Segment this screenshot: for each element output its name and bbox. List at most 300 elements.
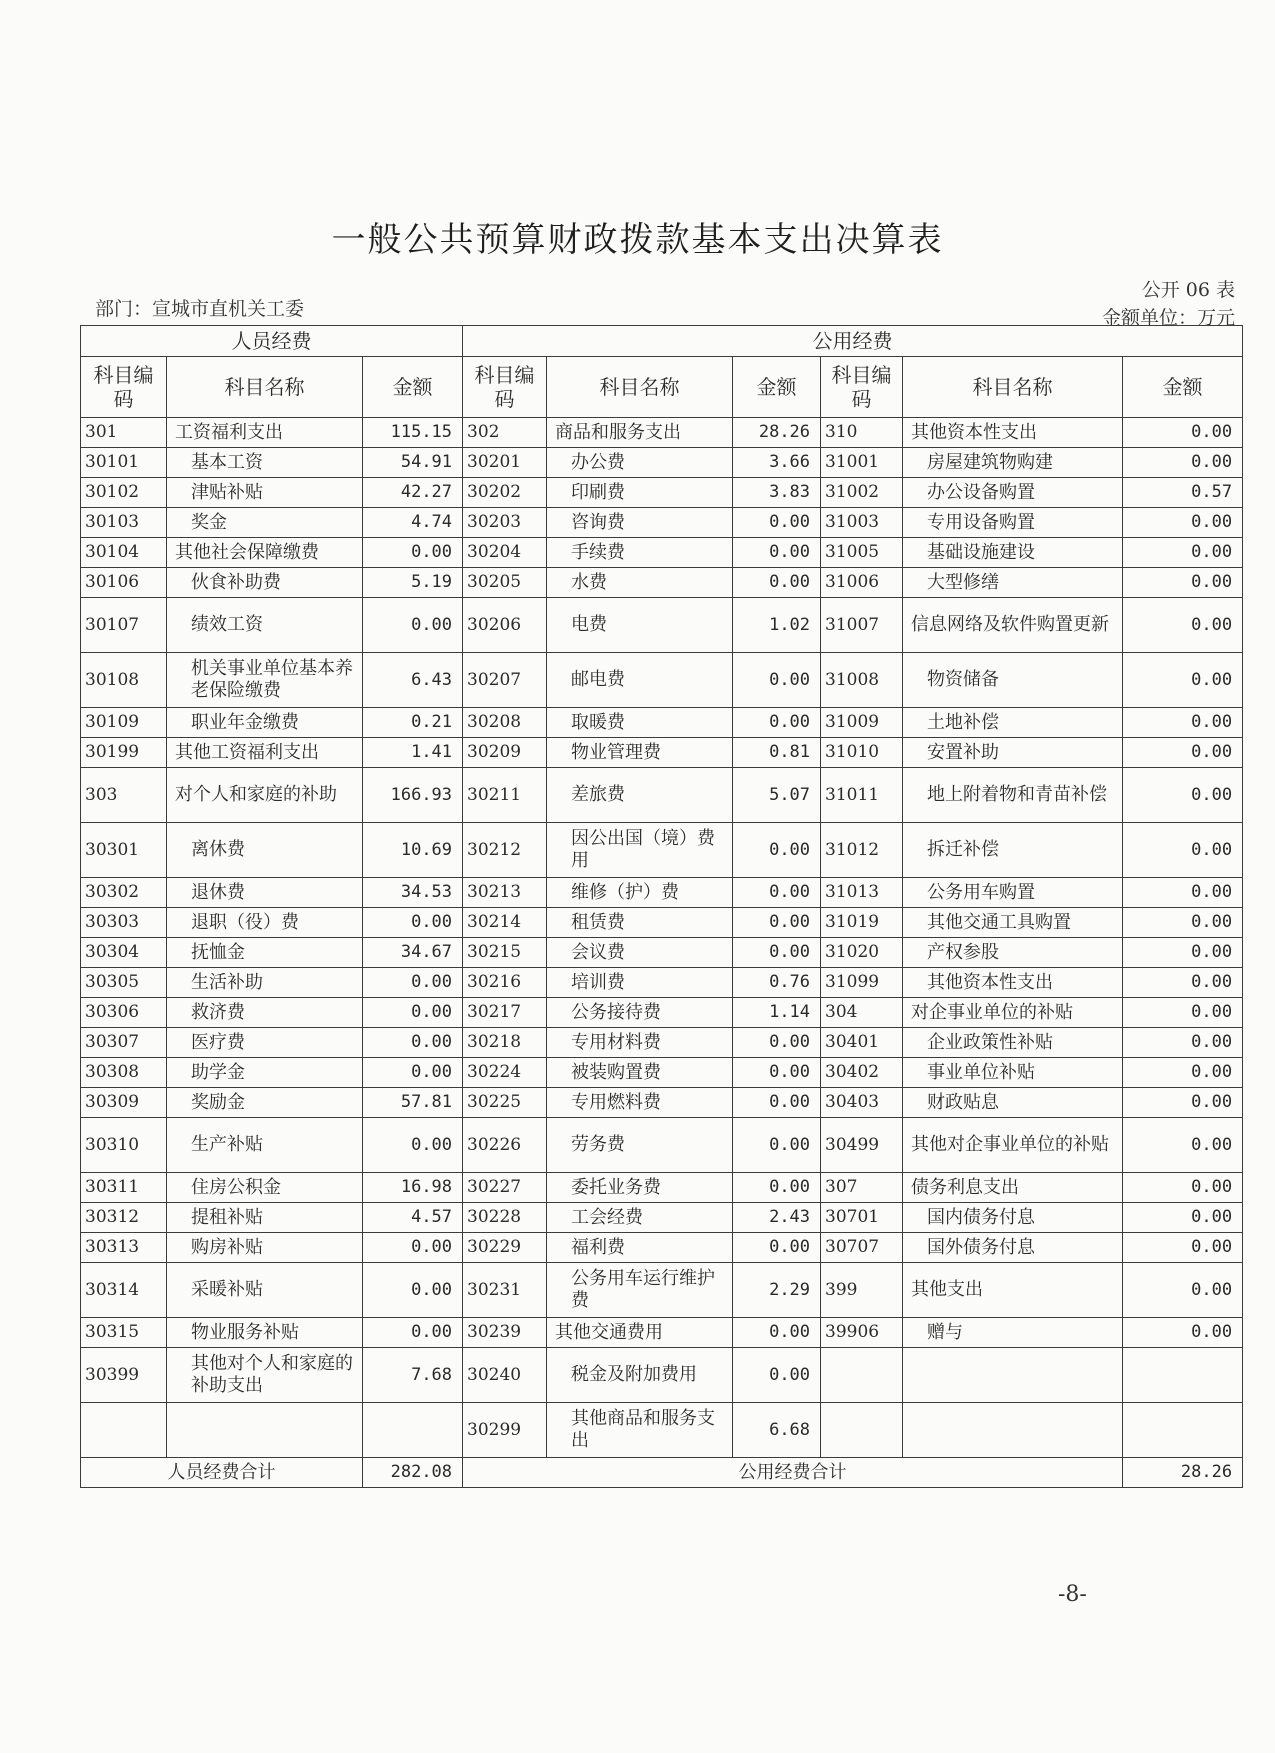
capital-code-cell: 307 (821, 1173, 903, 1203)
capital-code-cell: 31011 (821, 768, 903, 823)
table-row (81, 653, 1243, 708)
public-code-cell: 30208 (463, 708, 547, 738)
personnel-amount-cell: 115.15 (363, 418, 463, 448)
personnel-amount-cell: 10.69 (363, 823, 463, 878)
table-row (81, 708, 1243, 738)
public-amount-cell: 0.76 (733, 968, 821, 998)
personnel-total-label: 人员经费合计 (81, 1458, 363, 1488)
personnel-amount-cell: 0.21 (363, 708, 463, 738)
personnel-code-cell: 30106 (81, 568, 167, 598)
public-code-cell: 30212 (463, 823, 547, 878)
amount-unit-label: 金额单位：万元 (1101, 307, 1235, 329)
personnel-name-cell: 其他工资福利支出 (167, 738, 363, 768)
capital-code-cell: 30401 (821, 1028, 903, 1058)
capital-name-cell: 公务用车购置 (903, 878, 1123, 908)
public-code-cell: 30224 (463, 1058, 547, 1088)
personnel-name-cell: 其他社会保障缴费 (167, 538, 363, 568)
capital-code-cell: 31010 (821, 738, 903, 768)
public-code-cell: 30240 (463, 1348, 547, 1403)
capital-code-cell: 31008 (821, 653, 903, 708)
personnel-code-cell: 30107 (81, 598, 167, 653)
capital-name-cell: 产权参股 (903, 938, 1123, 968)
capital-amount-cell (1123, 1348, 1243, 1403)
public-code-cell: 30202 (463, 478, 547, 508)
personnel-amount-cell: 6.43 (363, 653, 463, 708)
personnel-name-cell: 津贴补贴 (167, 478, 363, 508)
personnel-code-cell: 30315 (81, 1318, 167, 1348)
table-row (81, 478, 1243, 508)
table-row (81, 768, 1243, 823)
personnel-amount-cell: 34.53 (363, 878, 463, 908)
public-code-cell: 30231 (463, 1263, 547, 1318)
personnel-code-cell: 30101 (81, 448, 167, 478)
capital-amount-cell: 0.00 (1123, 823, 1243, 878)
capital-name-cell: 其他资本性支出 (903, 968, 1123, 998)
capital-name-cell: 房屋建筑物购建 (903, 448, 1123, 478)
public-code-cell: 30209 (463, 738, 547, 768)
table-row (81, 1173, 1243, 1203)
public-amount-cell: 0.00 (733, 538, 821, 568)
code-header: 科目编码 (463, 357, 547, 418)
personnel-name-cell: 生活补助 (167, 968, 363, 998)
personnel-amount-cell: 0.00 (363, 968, 463, 998)
public-amount-cell: 0.00 (733, 1173, 821, 1203)
personnel-amount-cell: 0.00 (363, 598, 463, 653)
personnel-code-cell: 30314 (81, 1263, 167, 1318)
table-row (81, 1263, 1243, 1318)
personnel-code-cell: 30306 (81, 998, 167, 1028)
public-code-cell: 30299 (463, 1403, 547, 1458)
personnel-code-cell: 30304 (81, 938, 167, 968)
public-total-label: 公用经费合计 (463, 1458, 1123, 1488)
capital-name-cell: 其他支出 (903, 1263, 1123, 1318)
capital-code-cell: 31099 (821, 968, 903, 998)
personnel-code-cell: 30302 (81, 878, 167, 908)
public-amount-cell: 0.00 (733, 1118, 821, 1173)
capital-name-cell: 国内债务付息 (903, 1203, 1123, 1233)
personnel-code-cell: 30199 (81, 738, 167, 768)
public-amount-cell: 0.00 (733, 568, 821, 598)
public-name-cell: 劳务费 (547, 1118, 733, 1173)
personnel-code-cell: 30102 (81, 478, 167, 508)
public-code-cell: 30216 (463, 968, 547, 998)
personnel-code-cell: 30313 (81, 1233, 167, 1263)
page-number: -8- (1058, 1582, 1087, 1607)
public-expense-group-header: 公用经费 (463, 326, 1243, 357)
personnel-code-cell (81, 1403, 167, 1458)
capital-amount-cell: 0.00 (1123, 1118, 1243, 1173)
personnel-name-cell: 提租补贴 (167, 1203, 363, 1233)
public-code-cell: 30226 (463, 1118, 547, 1173)
personnel-amount-cell: 0.00 (363, 1058, 463, 1088)
form-number: 公开 06 表 (1141, 279, 1235, 301)
page-title: 一般公共预算财政拨款基本支出决算表 (331, 220, 944, 260)
public-total-value: 28.26 (1123, 1458, 1243, 1488)
personnel-amount-cell: 0.00 (363, 908, 463, 938)
table-row (81, 908, 1243, 938)
table-row (81, 508, 1243, 538)
personnel-amount-cell: 42.27 (363, 478, 463, 508)
amount-header: 金额 (1123, 357, 1243, 418)
amount-header: 金额 (733, 357, 821, 418)
table-row (81, 998, 1243, 1028)
table-row (81, 938, 1243, 968)
personnel-name-cell: 对个人和家庭的补助 (167, 768, 363, 823)
public-name-cell: 公务用车运行维护费 (547, 1263, 733, 1318)
public-amount-cell: 2.43 (733, 1203, 821, 1233)
capital-name-cell: 企业政策性补贴 (903, 1028, 1123, 1058)
public-code-cell: 30229 (463, 1233, 547, 1263)
personnel-name-cell: 绩效工资 (167, 598, 363, 653)
capital-code-cell: 304 (821, 998, 903, 1028)
capital-name-cell: 事业单位补贴 (903, 1058, 1123, 1088)
personnel-name-cell: 物业服务补贴 (167, 1318, 363, 1348)
personnel-name-cell: 抚恤金 (167, 938, 363, 968)
capital-code-cell: 30707 (821, 1233, 903, 1263)
personnel-amount-cell: 0.00 (363, 1318, 463, 1348)
personnel-name-cell: 住房公积金 (167, 1173, 363, 1203)
personnel-name-cell: 机关事业单位基本养老保险缴费 (167, 653, 363, 708)
table-row (81, 738, 1243, 768)
personnel-name-cell: 奖励金 (167, 1088, 363, 1118)
table-row (81, 1318, 1243, 1348)
personnel-amount-cell: 0.00 (363, 998, 463, 1028)
capital-amount-cell: 0.00 (1123, 1318, 1243, 1348)
personnel-amount-cell: 4.57 (363, 1203, 463, 1233)
capital-name-cell: 赠与 (903, 1318, 1123, 1348)
public-name-cell: 咨询费 (547, 508, 733, 538)
public-amount-cell: 0.00 (733, 823, 821, 878)
capital-amount-cell: 0.00 (1123, 538, 1243, 568)
table-row (81, 418, 1243, 448)
personnel-amount-cell: 4.74 (363, 508, 463, 538)
table-row (81, 448, 1243, 478)
capital-code-cell: 31019 (821, 908, 903, 938)
public-code-cell: 30207 (463, 653, 547, 708)
public-code-cell: 30204 (463, 538, 547, 568)
public-amount-cell: 0.00 (733, 908, 821, 938)
public-amount-cell: 5.07 (733, 768, 821, 823)
personnel-code-cell: 30301 (81, 823, 167, 878)
capital-amount-cell: 0.57 (1123, 478, 1243, 508)
personnel-code-cell: 30309 (81, 1088, 167, 1118)
public-name-cell: 被装购置费 (547, 1058, 733, 1088)
personnel-name-cell: 医疗费 (167, 1028, 363, 1058)
public-name-cell: 税金及附加费用 (547, 1348, 733, 1403)
table-row (81, 1403, 1243, 1458)
capital-code-cell: 31001 (821, 448, 903, 478)
capital-amount-cell: 0.00 (1123, 418, 1243, 448)
public-amount-cell: 3.66 (733, 448, 821, 478)
personnel-name-cell: 救济费 (167, 998, 363, 1028)
public-code-cell: 30211 (463, 768, 547, 823)
public-code-cell: 30239 (463, 1318, 547, 1348)
personnel-amount-cell: 16.98 (363, 1173, 463, 1203)
capital-code-cell: 31003 (821, 508, 903, 538)
personnel-name-cell: 采暖补贴 (167, 1263, 363, 1318)
public-amount-cell: 6.68 (733, 1403, 821, 1458)
personnel-amount-cell: 1.41 (363, 738, 463, 768)
personnel-total-value: 282.08 (363, 1458, 463, 1488)
capital-name-cell: 拆迁补偿 (903, 823, 1123, 878)
personnel-code-cell: 303 (81, 768, 167, 823)
public-code-cell: 30203 (463, 508, 547, 538)
personnel-code-cell: 30109 (81, 708, 167, 738)
capital-name-cell: 大型修缮 (903, 568, 1123, 598)
personnel-amount-cell: 0.00 (363, 538, 463, 568)
public-name-cell: 其他交通费用 (547, 1318, 733, 1348)
public-name-cell: 福利费 (547, 1233, 733, 1263)
personnel-code-cell: 30310 (81, 1118, 167, 1173)
capital-amount-cell: 0.00 (1123, 968, 1243, 998)
public-amount-cell: 0.00 (733, 1348, 821, 1403)
public-code-cell: 30206 (463, 598, 547, 653)
public-name-cell: 会议费 (547, 938, 733, 968)
public-amount-cell: 3.83 (733, 478, 821, 508)
personnel-code-cell: 30312 (81, 1203, 167, 1233)
public-amount-cell: 0.00 (733, 653, 821, 708)
capital-name-cell: 其他交通工具购置 (903, 908, 1123, 938)
public-amount-cell: 1.14 (733, 998, 821, 1028)
personnel-amount-cell: 0.00 (363, 1118, 463, 1173)
personnel-amount-cell: 54.91 (363, 448, 463, 478)
personnel-code-cell: 30308 (81, 1058, 167, 1088)
public-name-cell: 手续费 (547, 538, 733, 568)
capital-name-cell: 专用设备购置 (903, 508, 1123, 538)
public-code-cell: 30201 (463, 448, 547, 478)
personnel-amount-cell: 0.00 (363, 1028, 463, 1058)
capital-amount-cell: 0.00 (1123, 1173, 1243, 1203)
personnel-amount-cell: 0.00 (363, 1263, 463, 1318)
capital-name-cell: 财政贴息 (903, 1088, 1123, 1118)
table-row (81, 1348, 1243, 1403)
capital-code-cell: 30403 (821, 1088, 903, 1118)
name-header: 科目名称 (547, 357, 733, 418)
public-code-cell: 30215 (463, 938, 547, 968)
public-amount-cell: 0.00 (733, 708, 821, 738)
public-name-cell: 邮电费 (547, 653, 733, 708)
capital-code-cell: 30402 (821, 1058, 903, 1088)
capital-amount-cell: 0.00 (1123, 598, 1243, 653)
public-amount-cell: 2.29 (733, 1263, 821, 1318)
personnel-amount-cell: 5.19 (363, 568, 463, 598)
table-row (81, 1058, 1243, 1088)
capital-amount-cell: 0.00 (1123, 1233, 1243, 1263)
capital-amount-cell: 0.00 (1123, 1088, 1243, 1118)
personnel-amount-cell: 166.93 (363, 768, 463, 823)
capital-amount-cell: 0.00 (1123, 768, 1243, 823)
name-header: 科目名称 (167, 357, 363, 418)
capital-code-cell: 31002 (821, 478, 903, 508)
capital-name-cell: 债务利息支出 (903, 1173, 1123, 1203)
table-row (81, 823, 1243, 878)
personnel-name-cell: 其他对个人和家庭的补助支出 (167, 1348, 363, 1403)
personnel-name-cell: 退职（役）费 (167, 908, 363, 938)
personnel-name-cell: 生产补贴 (167, 1118, 363, 1173)
personnel-name-cell: 退休费 (167, 878, 363, 908)
capital-name-cell: 办公设备购置 (903, 478, 1123, 508)
personnel-expense-group-header: 人员经费 (81, 326, 463, 357)
public-code-cell: 302 (463, 418, 547, 448)
personnel-name-cell (167, 1403, 363, 1458)
public-name-cell: 商品和服务支出 (547, 418, 733, 448)
public-amount-cell: 28.26 (733, 418, 821, 448)
capital-code-cell: 31009 (821, 708, 903, 738)
personnel-name-cell: 伙食补助费 (167, 568, 363, 598)
capital-name-cell: 其他资本性支出 (903, 418, 1123, 448)
personnel-name-cell: 工资福利支出 (167, 418, 363, 448)
personnel-name-cell: 奖金 (167, 508, 363, 538)
capital-amount-cell: 0.00 (1123, 1263, 1243, 1318)
code-header: 科目编码 (821, 357, 903, 418)
capital-name-cell: 物资储备 (903, 653, 1123, 708)
personnel-code-cell: 30108 (81, 653, 167, 708)
table-row (81, 1088, 1243, 1118)
capital-amount-cell: 0.00 (1123, 998, 1243, 1028)
capital-name-cell: 其他对企事业单位的补贴 (903, 1118, 1123, 1173)
personnel-code-cell: 30305 (81, 968, 167, 998)
personnel-name-cell: 基本工资 (167, 448, 363, 478)
public-amount-cell: 0.00 (733, 1028, 821, 1058)
public-name-cell: 公务接待费 (547, 998, 733, 1028)
public-name-cell: 印刷费 (547, 478, 733, 508)
public-name-cell: 差旅费 (547, 768, 733, 823)
personnel-amount-cell: 0.00 (363, 1233, 463, 1263)
personnel-code-cell: 30399 (81, 1348, 167, 1403)
personnel-code-cell: 30311 (81, 1173, 167, 1203)
capital-code-cell: 31013 (821, 878, 903, 908)
capital-name-cell: 对企事业单位的补贴 (903, 998, 1123, 1028)
public-code-cell: 30213 (463, 878, 547, 908)
table-row (81, 878, 1243, 908)
capital-amount-cell: 0.00 (1123, 878, 1243, 908)
public-name-cell: 物业管理费 (547, 738, 733, 768)
public-name-cell: 电费 (547, 598, 733, 653)
public-name-cell: 取暖费 (547, 708, 733, 738)
public-name-cell: 委托业务费 (547, 1173, 733, 1203)
capital-amount-cell: 0.00 (1123, 568, 1243, 598)
capital-code-cell (821, 1403, 903, 1458)
capital-name-cell: 安置补助 (903, 738, 1123, 768)
table-row (81, 968, 1243, 998)
capital-code-cell (821, 1348, 903, 1403)
capital-amount-cell: 0.00 (1123, 708, 1243, 738)
public-code-cell: 30205 (463, 568, 547, 598)
capital-name-cell: 基础设施建设 (903, 538, 1123, 568)
table-row (81, 1203, 1243, 1233)
capital-amount-cell: 0.00 (1123, 508, 1243, 538)
public-code-cell: 30225 (463, 1088, 547, 1118)
personnel-amount-cell: 57.81 (363, 1088, 463, 1118)
personnel-code-cell: 30104 (81, 538, 167, 568)
capital-name-cell (903, 1403, 1123, 1458)
personnel-amount-cell (363, 1403, 463, 1458)
capital-code-cell: 31005 (821, 538, 903, 568)
personnel-amount-cell: 7.68 (363, 1348, 463, 1403)
public-code-cell: 30228 (463, 1203, 547, 1233)
public-name-cell: 因公出国（境）费用 (547, 823, 733, 878)
capital-code-cell: 31012 (821, 823, 903, 878)
capital-name-cell: 地上附着物和青苗补偿 (903, 768, 1123, 823)
capital-amount-cell (1123, 1403, 1243, 1458)
personnel-code-cell: 30307 (81, 1028, 167, 1058)
name-header: 科目名称 (903, 357, 1123, 418)
personnel-amount-cell: 34.67 (363, 938, 463, 968)
table-row (81, 1233, 1243, 1263)
capital-amount-cell: 0.00 (1123, 1203, 1243, 1233)
amount-header: 金额 (363, 357, 463, 418)
capital-code-cell: 30499 (821, 1118, 903, 1173)
public-amount-cell: 0.00 (733, 1088, 821, 1118)
public-code-cell: 30214 (463, 908, 547, 938)
public-name-cell: 专用燃料费 (547, 1088, 733, 1118)
public-amount-cell: 1.02 (733, 598, 821, 653)
personnel-code-cell: 30103 (81, 508, 167, 538)
public-code-cell: 30227 (463, 1173, 547, 1203)
expenditure-table (80, 325, 1243, 1488)
capital-name-cell: 土地补偿 (903, 708, 1123, 738)
personnel-code-cell: 301 (81, 418, 167, 448)
public-amount-cell: 0.00 (733, 1318, 821, 1348)
public-name-cell: 水费 (547, 568, 733, 598)
capital-name-cell: 国外债务付息 (903, 1233, 1123, 1263)
personnel-name-cell: 助学金 (167, 1058, 363, 1088)
public-amount-cell: 0.00 (733, 878, 821, 908)
capital-code-cell: 31006 (821, 568, 903, 598)
capital-code-cell: 30701 (821, 1203, 903, 1233)
capital-amount-cell: 0.00 (1123, 908, 1243, 938)
public-amount-cell: 0.00 (733, 1233, 821, 1263)
public-amount-cell: 0.00 (733, 1058, 821, 1088)
personnel-name-cell: 离休费 (167, 823, 363, 878)
public-amount-cell: 0.00 (733, 508, 821, 538)
public-name-cell: 办公费 (547, 448, 733, 478)
table-row (81, 538, 1243, 568)
personnel-code-cell: 30303 (81, 908, 167, 938)
capital-amount-cell: 0.00 (1123, 653, 1243, 708)
public-code-cell: 30218 (463, 1028, 547, 1058)
capital-code-cell: 310 (821, 418, 903, 448)
capital-amount-cell: 0.00 (1123, 448, 1243, 478)
public-name-cell: 维修（护）费 (547, 878, 733, 908)
public-code-cell: 30217 (463, 998, 547, 1028)
capital-code-cell: 31020 (821, 938, 903, 968)
capital-amount-cell: 0.00 (1123, 738, 1243, 768)
public-name-cell: 专用材料费 (547, 1028, 733, 1058)
table-row (81, 1028, 1243, 1058)
capital-amount-cell: 0.00 (1123, 938, 1243, 968)
public-name-cell: 其他商品和服务支出 (547, 1403, 733, 1458)
personnel-name-cell: 职业年金缴费 (167, 708, 363, 738)
capital-amount-cell: 0.00 (1123, 1028, 1243, 1058)
capital-code-cell: 39906 (821, 1318, 903, 1348)
capital-name-cell: 信息网络及软件购置更新 (903, 598, 1123, 653)
public-name-cell: 租赁费 (547, 908, 733, 938)
capital-code-cell: 399 (821, 1263, 903, 1318)
capital-amount-cell: 0.00 (1123, 1058, 1243, 1088)
personnel-name-cell: 购房补贴 (167, 1233, 363, 1263)
capital-code-cell: 31007 (821, 598, 903, 653)
public-name-cell: 工会经费 (547, 1203, 733, 1233)
capital-name-cell (903, 1348, 1123, 1403)
public-name-cell: 培训费 (547, 968, 733, 998)
table-row (81, 1118, 1243, 1173)
public-amount-cell: 0.81 (733, 738, 821, 768)
code-header: 科目编码 (81, 357, 167, 418)
table-row (81, 598, 1243, 653)
table-row (81, 568, 1243, 598)
public-amount-cell: 0.00 (733, 938, 821, 968)
